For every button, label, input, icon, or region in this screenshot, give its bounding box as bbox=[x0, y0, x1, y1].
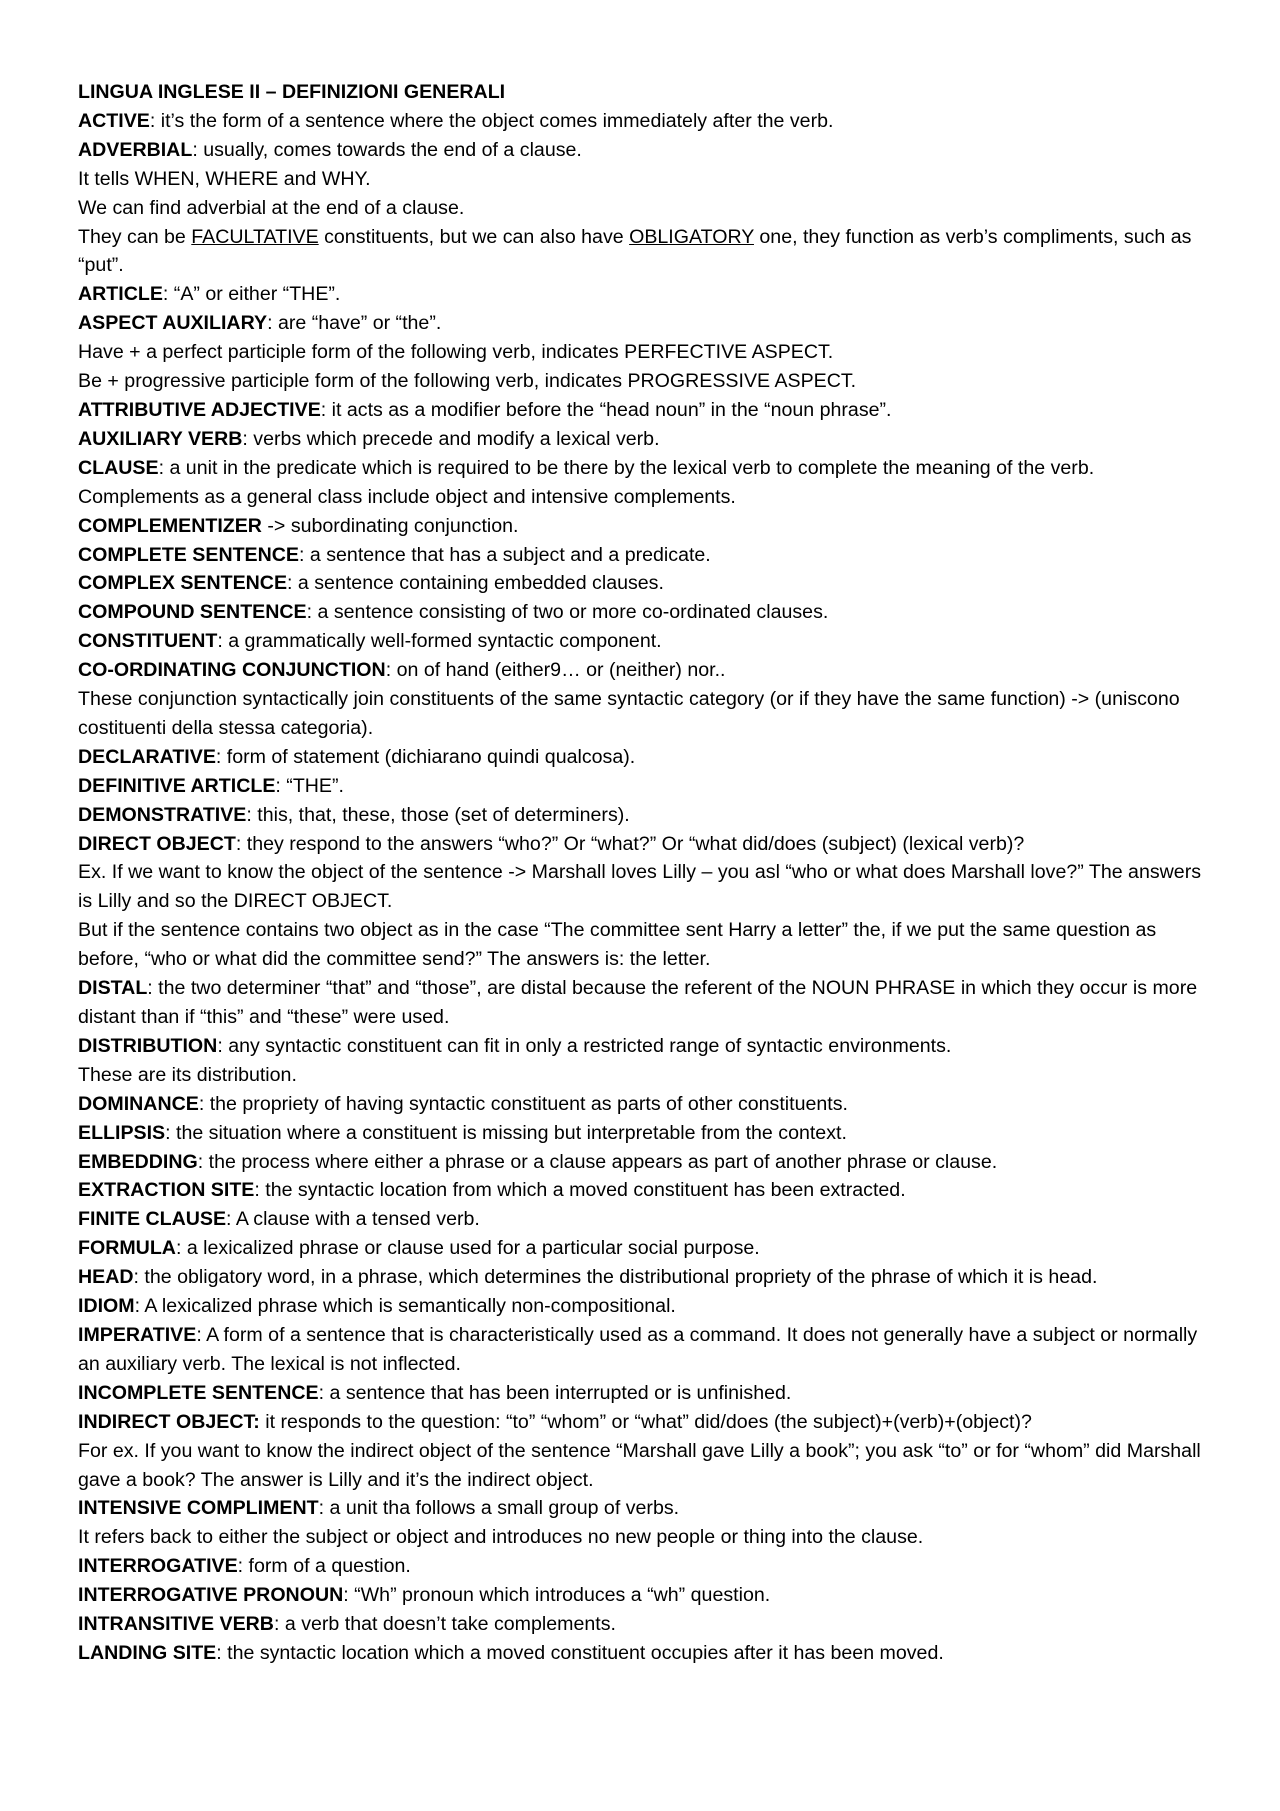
definition-text: They can be bbox=[78, 225, 192, 248]
definition-entry bbox=[78, 1610, 1206, 1639]
definition-continuation: We can find adverbial at the end of a clause. bbox=[78, 196, 465, 219]
document-body bbox=[78, 78, 1206, 1668]
definition-term: COMPLEMENTIZER bbox=[78, 514, 262, 537]
definition-text: : a lexicalized phrase or clause used for a particular social purpose. bbox=[175, 1237, 760, 1260]
definition-entry bbox=[78, 1090, 1206, 1119]
definition-entry bbox=[78, 396, 1206, 425]
definition-text: : “THE”. bbox=[275, 774, 344, 797]
definition-term: DISTAL bbox=[78, 977, 148, 1000]
definition-term: INCOMPLETE SENTENCE bbox=[78, 1381, 319, 1404]
definition-text: : the syntactic location from which a moved constituent has been extracted. bbox=[254, 1179, 906, 1202]
definition-entry bbox=[78, 425, 1206, 454]
definition-continuation: It refers back to either the subject or object and introduces no new people or thing into the clause. bbox=[78, 1526, 924, 1549]
definition-continuation: Have + a perfect participle form of the following verb, indicates PERFECTIVE ASPECT. bbox=[78, 341, 834, 364]
definition-text: : the two determiner “that” and “those”, are distal because the referent of the NOUN PHRASE in which they occur is more distant than if “this” and “these” were used. bbox=[78, 977, 1198, 1028]
definition-term: ACTIVE bbox=[78, 109, 150, 132]
definition-term: DOMINANCE bbox=[78, 1092, 199, 1115]
definition-entry bbox=[78, 1119, 1206, 1148]
definition-continuation: Ex. If we want to know the object of the sentence -> Marshall loves Lilly – you asl “who or what does Marshall love?” The answers is Lilly and so the DIRECT OBJECT. bbox=[78, 861, 1202, 913]
definition-term: INTERROGATIVE bbox=[78, 1555, 238, 1578]
definition-entry bbox=[78, 1494, 1206, 1523]
definition-entry bbox=[78, 454, 1206, 483]
definition-text: : are “have” or “the”. bbox=[267, 312, 442, 335]
definition-text: : a sentence containing embedded clauses. bbox=[287, 572, 664, 595]
definition-text: : a grammatically well-formed syntactic component. bbox=[217, 630, 662, 653]
definition-term: IDIOM bbox=[78, 1295, 135, 1318]
definition-term: DEMONSTRATIVE bbox=[78, 803, 247, 826]
definition-term: ARTICLE bbox=[78, 283, 163, 306]
definition-text: : “A” or either “THE”. bbox=[162, 283, 341, 306]
definition-text: : a sentence consisting of two or more co-ordinated clauses. bbox=[306, 601, 829, 624]
definition-text: : A form of a sentence that is characteristically used as a command. It does not generally have a subject or normally an auxiliary verb. The lexical is not inflected. bbox=[78, 1323, 1198, 1375]
definition-text: : the process where either a phrase or a clause appears as part of another phrase or clause. bbox=[197, 1150, 998, 1173]
definition-entry bbox=[78, 136, 1206, 165]
definition-entry bbox=[78, 1263, 1206, 1292]
definition-entry bbox=[78, 1148, 1206, 1177]
definition-text: : a unit tha follows a small group of verbs. bbox=[318, 1497, 680, 1520]
definition-text: : usually, comes towards the end of a clause. bbox=[192, 138, 582, 161]
definition-list bbox=[78, 107, 1206, 1668]
definition-continuation: Be + progressive participle form of the following verb, indicates PROGRESSIVE ASPECT. bbox=[78, 370, 857, 393]
definition-term: COMPLEX SENTENCE bbox=[78, 572, 288, 595]
definition-entry bbox=[78, 1581, 1206, 1610]
definition-term: DECLARATIVE bbox=[78, 745, 216, 768]
definition-term: DIRECT OBJECT bbox=[78, 832, 236, 855]
definition-entry bbox=[78, 627, 1206, 656]
definition-continuation: For ex. If you want to know the indirect object of the sentence “Marshall gave Lilly a book”; you ask “to” or for “whom” did Marshall gave a book? The answer is Lilly and it’s the indirect object. bbox=[78, 1439, 1201, 1491]
definition-term: DISTRIBUTION bbox=[78, 1034, 218, 1057]
underlined-term: OBLIGATORY bbox=[629, 225, 754, 248]
definition-text: it responds to the question: “to” “whom” or “what” did/does (the subject)+(verb)+(object)? bbox=[259, 1410, 1032, 1433]
definition-entry bbox=[78, 512, 1206, 541]
definition-text: : form of a question. bbox=[237, 1555, 411, 1578]
definition-entry bbox=[78, 743, 1206, 772]
definition-continuation: These are its distribution. bbox=[78, 1063, 297, 1086]
definition-text: : a unit in the predicate which is required to be there by the lexical verb to complete the meaning of the verb. bbox=[158, 456, 1095, 479]
definition-text: constituents, but we can also have bbox=[318, 225, 630, 248]
definition-text: : the situation where a constituent is missing but interpretable from the context. bbox=[165, 1121, 847, 1144]
definition-text: : on of hand (either9… or (neither) nor.. bbox=[385, 659, 726, 682]
definition-term: FORMULA bbox=[78, 1237, 176, 1260]
definition-term: EXTRACTION SITE bbox=[78, 1179, 255, 1202]
definition-term: LANDING SITE bbox=[78, 1641, 217, 1664]
definition-continuation: These conjunction syntactically join constituents of the same syntactic category (or if they have the same function) -> (uniscono costituenti della stessa categoria). bbox=[78, 688, 1180, 739]
definition-entry bbox=[78, 1639, 1206, 1668]
definition-term: INDIRECT OBJECT: bbox=[78, 1410, 260, 1433]
definition-term: AUXILIARY VERB bbox=[78, 427, 243, 450]
definition-term: FINITE CLAUSE bbox=[78, 1208, 227, 1231]
definition-term: COMPLETE SENTENCE bbox=[78, 543, 299, 566]
document-title: LINGUA INGLESE II – DEFINIZIONI GENERALI bbox=[78, 81, 506, 103]
definition-entry bbox=[78, 1032, 1206, 1061]
definition-entry bbox=[78, 598, 1206, 627]
definition-text: : the obligatory word, in a phrase, which determines the distributional propriety of the phrase of which it is head. bbox=[133, 1266, 1098, 1289]
definition-term: INTRANSITIVE VERB bbox=[78, 1613, 274, 1636]
definition-entry bbox=[78, 1408, 1206, 1437]
definition-text: : a sentence that has been interrupted or is unfinished. bbox=[318, 1381, 792, 1404]
definition-term: ASPECT AUXILIARY bbox=[78, 312, 268, 335]
definition-entry bbox=[78, 1552, 1206, 1581]
definition-entry bbox=[78, 1205, 1206, 1234]
definition-text: : this, that, these, those (set of determiners). bbox=[246, 803, 630, 826]
definition-entry bbox=[78, 569, 1206, 598]
definition-entry bbox=[78, 801, 1206, 830]
definition-entry bbox=[78, 541, 1206, 570]
definition-term: IMPERATIVE bbox=[78, 1323, 197, 1346]
definition-continuation: It tells WHEN, WHERE and WHY. bbox=[78, 167, 371, 190]
definition-entry bbox=[78, 974, 1206, 1032]
definition-continuation: But if the sentence contains two object as in the case “The committee sent Harry a letter” the, if we put the same question as before, “who or what did the committee send?” The answers is: the letter. bbox=[78, 919, 1157, 971]
definition-entry bbox=[78, 280, 1206, 309]
definition-term: CLAUSE bbox=[78, 456, 159, 479]
definition-entry bbox=[78, 772, 1206, 801]
definition-term: EMBEDDING bbox=[78, 1150, 198, 1173]
definition-term: DEFINITIVE ARTICLE bbox=[78, 774, 276, 797]
definition-text: : they respond to the answers “who?” Or “what?” Or “what did/does (subject) (lexical verb)? bbox=[235, 832, 1025, 855]
definition-term: HEAD bbox=[78, 1266, 134, 1289]
definition-term: COMPOUND SENTENCE bbox=[78, 601, 307, 624]
definition-text: : the syntactic location which a moved constituent occupies after it has been moved. bbox=[216, 1641, 944, 1664]
definition-continuation bbox=[78, 223, 1206, 281]
definition-term: CO-ORDINATING CONJUNCTION bbox=[78, 659, 386, 682]
definition-entry bbox=[78, 1292, 1206, 1321]
definition-term: ADVERBIAL bbox=[78, 138, 193, 161]
definition-term: INTENSIVE COMPLIMENT bbox=[78, 1497, 319, 1520]
definition-term: CONSTITUENT bbox=[78, 630, 218, 653]
definition-text: : verbs which precede and modify a lexical verb. bbox=[242, 427, 660, 450]
definition-entry bbox=[78, 1176, 1206, 1205]
definition-text: : it’s the form of a sentence where the object comes immediately after the verb. bbox=[149, 109, 834, 132]
definition-continuation: Complements as a general class include object and intensive complements. bbox=[78, 485, 736, 508]
definition-entry bbox=[78, 1379, 1206, 1408]
definition-entry bbox=[78, 309, 1206, 338]
definition-text: -> subordinating conjunction. bbox=[261, 514, 519, 537]
definition-term: ELLIPSIS bbox=[78, 1121, 166, 1144]
definition-text: : the propriety of having syntactic constituent as parts of other constituents. bbox=[198, 1092, 848, 1115]
definition-text: : a sentence that has a subject and a predicate. bbox=[299, 543, 711, 566]
definition-text: : form of statement (dichiarano quindi qualcosa). bbox=[215, 745, 636, 768]
definition-entry bbox=[78, 830, 1206, 859]
definition-text: : A clause with a tensed verb. bbox=[226, 1208, 480, 1231]
definition-text: one, they function as verb’s compliments, such as “put”. bbox=[78, 225, 1192, 277]
definition-term: INTERROGATIVE PRONOUN bbox=[78, 1584, 344, 1607]
definition-text: : it acts as a modifier before the “head noun” in the “noun phrase”. bbox=[320, 398, 892, 421]
definition-entry bbox=[78, 107, 1206, 136]
definition-term: ATTRIBUTIVE ADJECTIVE bbox=[78, 398, 321, 421]
definition-text: : any syntactic constituent can fit in only a restricted range of syntactic environments. bbox=[217, 1034, 952, 1057]
underlined-term: FACULTATIVE bbox=[191, 225, 319, 248]
definition-entry bbox=[78, 1234, 1206, 1263]
definition-text: : a verb that doesn’t take complements. bbox=[273, 1613, 616, 1636]
definition-text: : “Wh” pronoun which introduces a “wh” question. bbox=[343, 1584, 771, 1607]
definition-entry bbox=[78, 656, 1206, 685]
definition-text: : A lexicalized phrase which is semantically non-compositional. bbox=[134, 1295, 676, 1318]
definition-entry bbox=[78, 1321, 1206, 1379]
